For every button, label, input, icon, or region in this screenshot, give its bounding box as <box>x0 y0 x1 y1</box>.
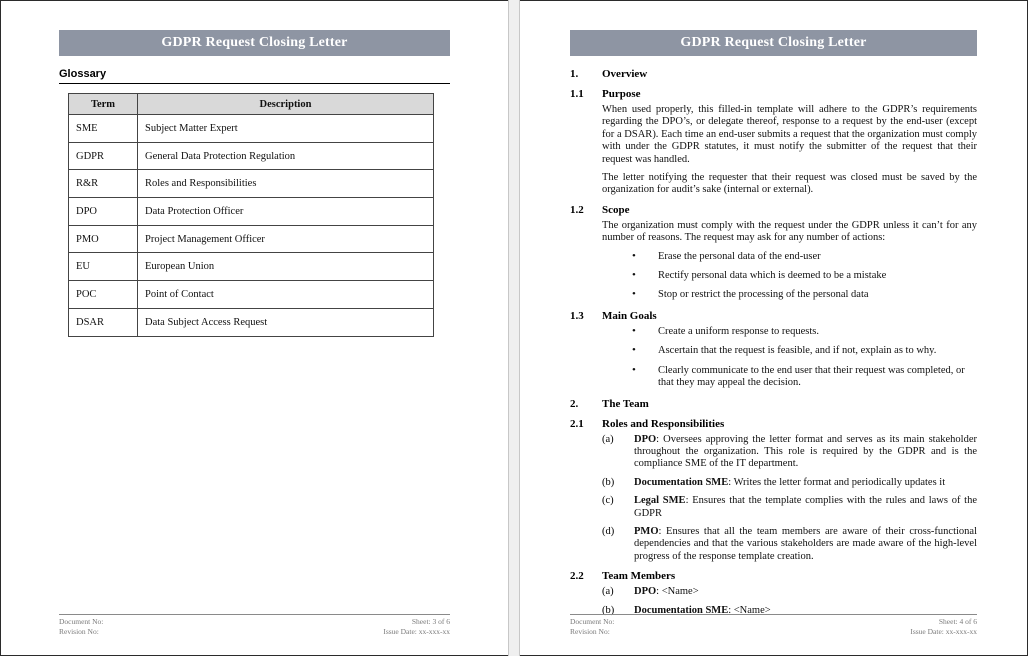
footer-left-block <box>59 617 103 637</box>
section-title: Purpose <box>602 88 641 100</box>
list-item <box>602 526 977 563</box>
item-role: DPO <box>634 586 657 598</box>
outline-content <box>570 67 977 623</box>
table-row <box>69 115 434 143</box>
cell-description: European Union <box>138 253 434 281</box>
page-right <box>520 0 1028 656</box>
section-heading-main-goals <box>570 309 977 323</box>
item-text <box>634 434 977 471</box>
cell-term: R&R <box>69 170 138 198</box>
item-role: Legal SME <box>634 495 686 507</box>
page-gutter <box>508 0 520 656</box>
cell-description: General Data Protection Regulation <box>138 142 434 170</box>
table-row <box>69 281 434 309</box>
scope-paragraph-1: The organization must comply with the request under the GDPR unless it can’t for any number of reasons. The request may ask for any number of actions: <box>602 219 977 244</box>
item-label: (c) <box>602 495 614 507</box>
section-heading-purpose <box>570 87 977 101</box>
item-label: (a) <box>602 433 614 445</box>
page-footer <box>59 614 450 637</box>
table-row <box>69 198 434 226</box>
item-role: Documentation SME <box>634 604 729 616</box>
item-body: : Writes the letter format and periodically updates it <box>728 476 946 488</box>
section-number: 1.2 <box>570 203 584 216</box>
table-header-row <box>69 94 434 115</box>
footer-left-block <box>570 617 614 637</box>
roles-lettered-list <box>570 434 977 564</box>
table-row <box>69 142 434 170</box>
column-header-description: Description <box>138 94 434 115</box>
item-label: (b) <box>602 476 615 488</box>
list-item: • Rectify personal data which is deemed to be a mistake <box>632 270 977 282</box>
team-members-lettered-list <box>570 586 977 617</box>
item-body: : Ensures that the template complies with the rules and laws of the GDPR <box>634 495 977 519</box>
footer-document-no: Document No: <box>59 617 104 626</box>
footer-revision-no: Revision No: <box>59 627 99 636</box>
cell-description: Subject Matter Expert <box>138 115 434 143</box>
table-row <box>69 253 434 281</box>
purpose-paragraph-1: When used properly, this filled-in template will adhere to the GDPR’s requirements regarding the DPO’s, or delegate thereof, response to a request by the end-user (except for a DSAR). Each time an end-user submits a request that the organization must comply with under the GDPR statutes, it must notify the submitter of the request that their request was handled. <box>602 104 977 165</box>
item-label: (d) <box>602 525 615 537</box>
list-item <box>602 477 977 489</box>
section-number: 1.3 <box>570 309 584 322</box>
cell-description: Roles and Responsibilities <box>138 170 434 198</box>
section-title: Main Goals <box>602 309 657 322</box>
section-title: Scope <box>602 203 630 216</box>
list-item <box>602 434 977 471</box>
section-title: Overview <box>602 68 648 80</box>
table-row <box>69 308 434 336</box>
section-number: 1.1 <box>570 88 584 100</box>
cell-description: Project Management Officer <box>138 225 434 253</box>
section-title: Team Members <box>602 570 676 583</box>
cell-description: Data Protection Officer <box>138 198 434 226</box>
scope-bullet-list <box>570 251 977 302</box>
section-number: 2. <box>570 397 579 410</box>
footer-issue-date: Issue Date: xx-xxx-xx <box>910 627 977 636</box>
footer-issue-date: Issue Date: xx-xxx-xx <box>383 627 450 636</box>
list-item: • Ascertain that the request is feasible, and if not, explain as to why. <box>632 345 977 357</box>
section-number: 1. <box>570 68 579 80</box>
cell-term: POC <box>69 281 138 309</box>
item-body: : <Name> <box>728 604 771 616</box>
cell-term: GDPR <box>69 142 138 170</box>
section-heading-team-members <box>570 569 977 583</box>
cell-term: DPO <box>69 198 138 226</box>
main-goals-bullet-list <box>570 326 977 390</box>
page-title-banner: GDPR Request Closing Letter <box>59 30 450 56</box>
item-body: : Oversees approving the letter format and serves as its main stakeholder throughout the organization. This role is required by the GDPR and is the compliance SME of the IT department. <box>634 433 977 470</box>
page-left-body <box>1 1 508 655</box>
list-item: • Clearly communicate to the end user that their request was completed, or that they may appeal the decision. <box>632 365 977 390</box>
page-footer <box>570 614 977 637</box>
item-role: DPO <box>634 433 657 445</box>
item-text <box>634 495 977 520</box>
list-item <box>602 586 977 598</box>
glossary-heading: Glossary <box>59 68 450 84</box>
footer-right-block <box>910 617 977 637</box>
page-left <box>0 0 508 656</box>
table-row <box>69 170 434 198</box>
cell-description: Point of Contact <box>138 281 434 309</box>
item-body: : <Name> <box>656 586 699 598</box>
footer-right-block <box>383 617 450 637</box>
table-row <box>69 225 434 253</box>
item-text <box>634 477 977 489</box>
page-right-body <box>520 1 1027 655</box>
glossary-table <box>68 93 434 337</box>
item-text <box>634 586 977 598</box>
item-label: (b) <box>602 604 615 616</box>
footer-revision-no: Revision No: <box>570 627 610 636</box>
item-label: (a) <box>602 586 614 598</box>
cell-description: Data Subject Access Request <box>138 308 434 336</box>
section-heading-roles <box>570 417 977 431</box>
footer-sheet-number: Sheet: 3 of 6 <box>411 617 450 626</box>
column-header-term: Term <box>69 94 138 115</box>
page-title-banner: GDPR Request Closing Letter <box>570 30 977 56</box>
section-heading-overview <box>570 67 977 81</box>
cell-term: EU <box>69 253 138 281</box>
item-text <box>634 526 977 563</box>
cell-term: PMO <box>69 225 138 253</box>
item-role: Documentation SME <box>634 476 729 488</box>
cell-term: DSAR <box>69 308 138 336</box>
item-role: PMO <box>634 525 659 537</box>
item-body: : Ensures that all the team members are aware of their cross-functional dependencies and that the various stakeholders are made aware of the high-level progress of the response template creation. <box>634 525 977 562</box>
list-item: • Create a uniform response to requests. <box>632 326 977 338</box>
section-heading-scope <box>570 203 977 217</box>
list-item: • Stop or restrict the processing of the personal data <box>632 289 977 301</box>
section-title: The Team <box>602 397 649 410</box>
list-item <box>602 495 977 520</box>
footer-document-no: Document No: <box>570 617 615 626</box>
cell-term: SME <box>69 115 138 143</box>
section-title: Roles and Responsibilities <box>602 417 725 430</box>
purpose-paragraph-2: The letter notifying the requester that their request was closed must be saved by the organization for audit’s sake (internal or external). <box>602 172 977 196</box>
section-number: 2.1 <box>570 417 584 430</box>
list-item: • Erase the personal data of the end-user <box>632 251 977 263</box>
section-heading-the-team <box>570 397 977 411</box>
section-number: 2.2 <box>570 570 584 583</box>
footer-sheet-number: Sheet: 4 of 6 <box>938 617 977 626</box>
